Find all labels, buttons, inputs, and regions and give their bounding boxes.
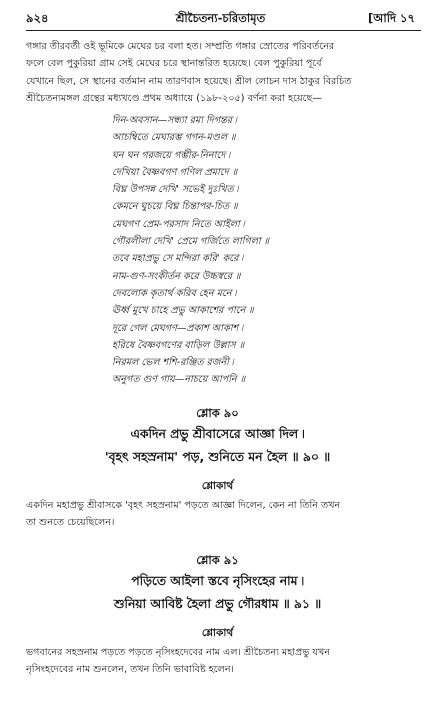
- meaning-line: ভগবানের সহস্রনাম পড়তে পড়তে নৃসিংহদেবের নাম এল। শ্রীচৈতন্য মহাপ্রভু যখন: [26, 647, 330, 658]
- quoted-verse: [112, 112, 412, 389]
- verse-line: হরিষে বৈষ্ণবগণের বাড়িল উল্লাস ॥: [112, 339, 245, 351]
- intro-line: গঙ্গার তীরবর্তী ওই ভূমিকে মেঘের চর বলা হত। সম্প্রতি গঙ্গার স্রোতের পরিবর্তনের: [26, 41, 335, 52]
- verse-line: নাম-গুণ-সংকীর্তন করে উচ্চস্বরে ॥: [112, 270, 241, 282]
- verse-line: দূরে গেল মেঘগণ—প্রকাশ আকাশ ৷: [112, 322, 243, 334]
- sloka-90-line-1: একদিন প্রভু শ্রীবাসেরে আজ্ঞা দিল ৷: [130, 427, 305, 441]
- sloka-91-line-2: শুনিয়া আবিষ্ট হৈলা প্রভু গৌরধাম ॥ ৯১ ॥: [113, 597, 322, 611]
- verse-line: নিরমল ভেল শশি-রঞ্জিত রজনী ৷: [112, 357, 234, 369]
- verse-line: গৌরলীলা দেখি' প্রেমে গর্জিতে লাগিলা ॥: [112, 236, 270, 248]
- meaning-line: একদিন মহাপ্রভু শ্রীবাসকে 'বৃহৎ সহস্রনাম' পড়তে আজ্ঞা দিলেন, কেন না তিনি তখন: [26, 500, 341, 511]
- sloka-90-meaning: [26, 497, 421, 532]
- verse-line: অনুগত গুণ গায়—নাচয়ে আপনি ॥: [112, 374, 246, 386]
- page-number: ৯২৪: [26, 11, 49, 25]
- section-label: [আদি ১৭: [368, 11, 415, 25]
- header-rule: [26, 30, 421, 31]
- intro-line: যেখানে ছিল, সে স্থানের বর্তমান নাম তারণবাস হয়েছে। শ্রীল লোচন দাস ঠাকুর বিরচিত: [26, 75, 352, 87]
- sloka-91-line-1: পড়িতে আইলা স্তবে নৃসিংহের নাম ৷: [131, 574, 304, 588]
- running-title: শ্রীচৈতন্য-চরিতামৃত: [175, 11, 266, 25]
- verse-line: বিঘ্ন উপসন্ন দেখি' সভেই দুঃখিত ৷: [112, 184, 239, 196]
- sloka-90-heading: শ্লোক ৯০: [196, 406, 239, 420]
- verse-line: দেবলোক কৃতার্থ করিব হেন মনে ৷: [112, 287, 237, 299]
- verse-line: দেখিয়া বৈষ্ণবগণ গণিল প্রমাদে ॥: [112, 166, 238, 178]
- page-header: [26, 10, 415, 28]
- meaning-line: নৃসিংহদেবের নাম শুনলেন, তখন তিনি ভাবাবিষ্ট হলেন।: [26, 664, 234, 676]
- intro-paragraph: [26, 38, 421, 108]
- sloka-90-line-2: 'বৃহৎ সহস্রনাম' পড়, শুনিতে মন হৈল ॥ ৯০ ॥: [104, 450, 331, 464]
- verse-line: তবে মহাপ্রভু সে মন্দিরা করি' করে ৷: [112, 253, 244, 265]
- sloka-90-meaning-heading: শ্লোকার্থ: [201, 480, 234, 492]
- verse-line: দিন-অবসান—সন্ধ্যা রম্য দিগন্তর ৷: [112, 115, 237, 126]
- intro-line: ফলে বেল পুকুরিয়া গ্রাম সেই মেঘের চরে স্থানান্তরিত হয়েছে। বেল পুকুরিয়া পূর্বে: [26, 58, 322, 70]
- verse-line: মেঘগণ প্রেম-পরসাদ নিতে আইলা ৷: [112, 218, 245, 230]
- sloka-91-meaning-heading: শ্লোকার্থ: [201, 627, 234, 639]
- sloka-91-heading: শ্লোক ৯১: [196, 553, 239, 567]
- verse-line: আচম্বিতে মেঘারম্ভ গগন-মণ্ডল ॥: [112, 132, 236, 144]
- intro-line: শ্রীচৈতন্যমঙ্গল গ্রন্থের মধ্যখণ্ডে প্রথম অধ্যায়ে (১৯৮-২০৫) বর্ণনা করা হয়েছে—: [26, 93, 322, 105]
- verse-line: ঘন ঘন গরজয়ে গম্ভীর-নিনাদে ৷: [112, 149, 230, 161]
- meaning-line: তা শুনতে চেয়েছিলেন।: [26, 517, 115, 529]
- sloka-91-meaning: [26, 644, 421, 679]
- verse-line: ঊর্ধ্ব মুখে চাহে প্রভু আকাশের পানে ॥: [112, 305, 254, 317]
- verse-line: কেমনে ঘুচয়ে বিঘ্ন চিন্তাপর-চিত ॥: [112, 201, 238, 213]
